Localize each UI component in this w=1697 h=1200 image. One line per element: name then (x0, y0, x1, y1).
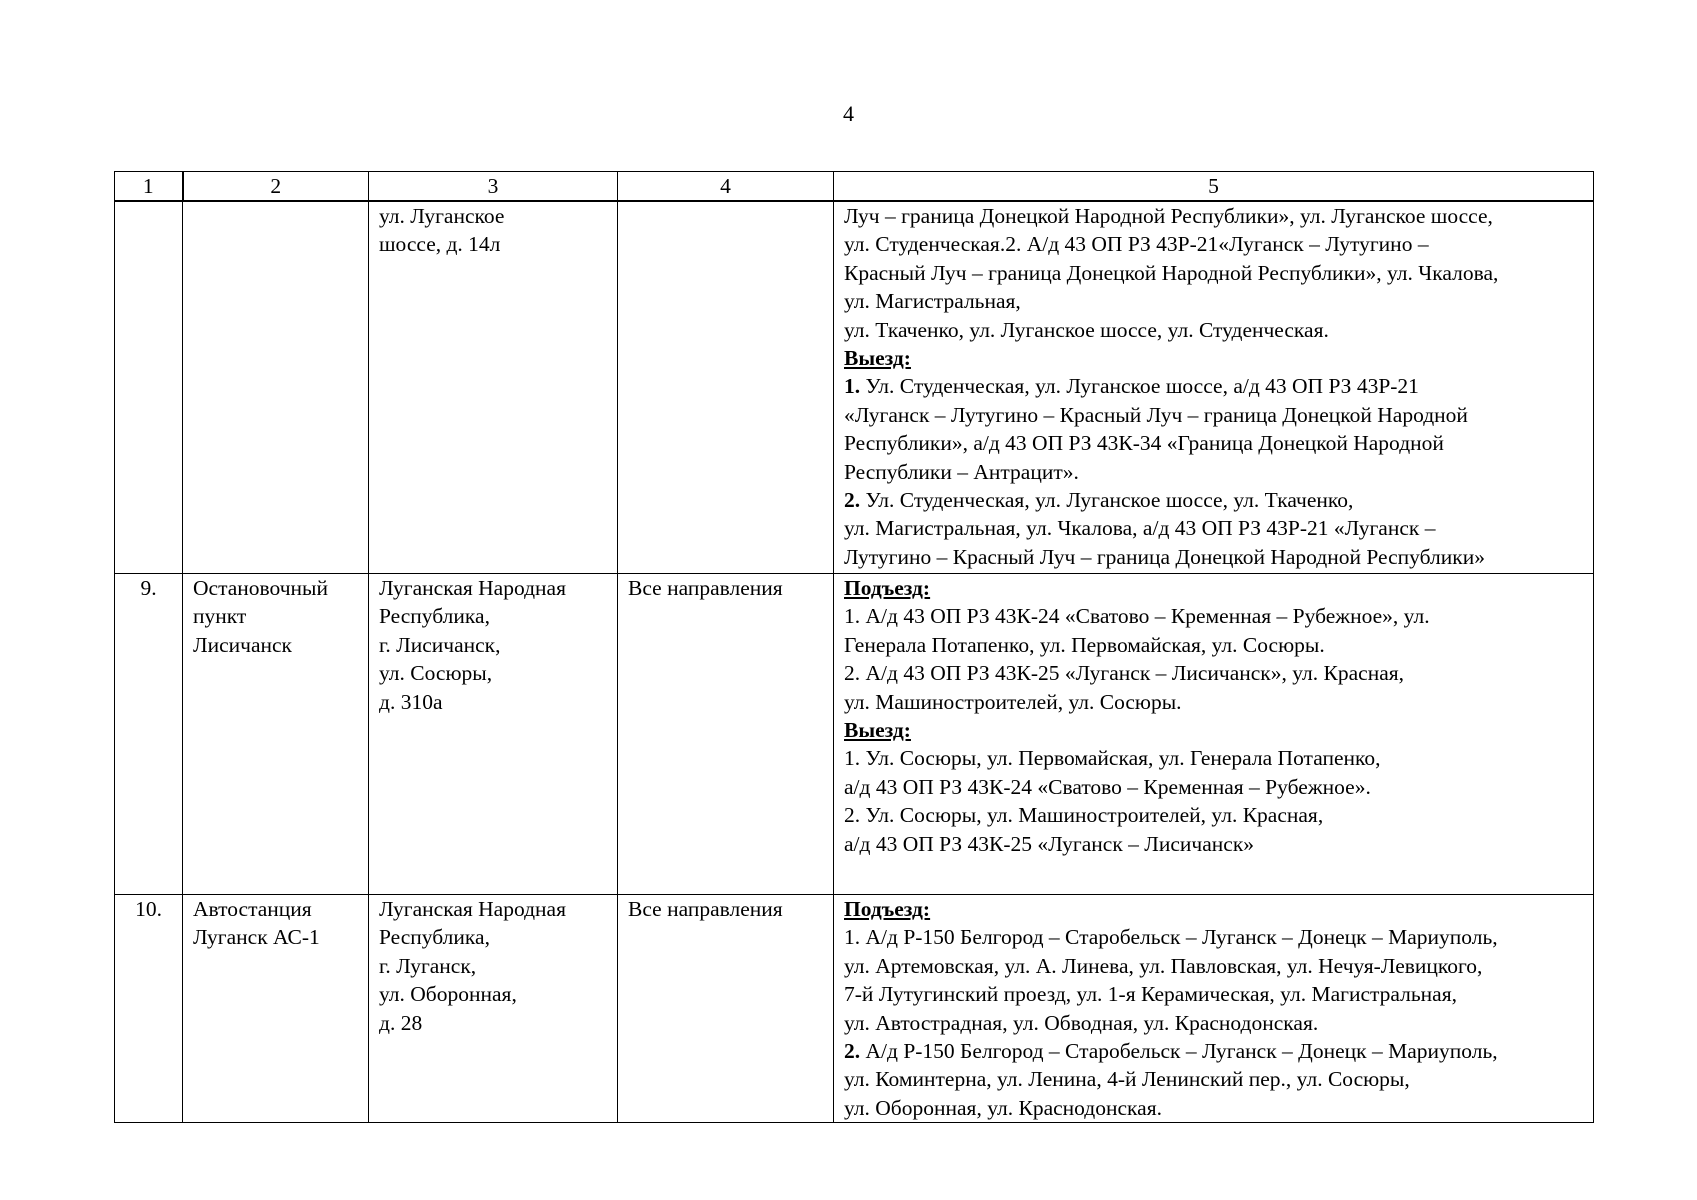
route-line: Республики – Антрацит». (844, 459, 1079, 484)
table-row (115, 201, 1594, 574)
direction-cell (618, 574, 834, 895)
route-line: 1. Ул. Студенческая, ул. Луганское шоссе, а/д 43 ОП РЗ 43Р-21 (844, 374, 1419, 399)
route-line: ул. Коминтерна, ул. Ленина, 4-й Ленинский пер., ул. Сосюры, (844, 1067, 1410, 1092)
table-row (115, 895, 1594, 1123)
column-header: 4 (618, 172, 834, 202)
route-line: ул. Студенческая.2. А/д 43 ОП РЗ 43Р-21«Луганск – Лутугино – (844, 232, 1429, 257)
route-cell (834, 895, 1594, 1123)
row-number: 10. (135, 897, 162, 921)
route-line: а/д 43 ОП РЗ 43К-24 «Сватово – Кременная – Рубежное». (844, 774, 1371, 799)
stop-name-line: Остановочный (193, 576, 328, 600)
stop-name-line: Автостанция (193, 897, 312, 921)
route-line: 2. Ул. Сосюры, ул. Машиностроителей, ул. Красная, (844, 803, 1324, 828)
stop-name-line: пункт (193, 604, 247, 629)
address-cell (369, 201, 618, 574)
route-line: Генерала Потапенко, ул. Первомайская, ул. Сосюры. (844, 632, 1325, 657)
routes-table (114, 171, 1594, 1123)
section-heading (844, 895, 1587, 923)
section-heading-text: Выезд: (844, 718, 911, 743)
route-line: 1. Ул. Сосюры, ул. Первомайская, ул. Генерала Потапенко, (844, 746, 1381, 771)
route-line: «Луганск – Лутугино – Красный Луч – граница Донецкой Народной (844, 402, 1468, 427)
stop-name-line: Лисичанск (193, 632, 292, 657)
column-header: 2 (183, 172, 369, 202)
section-heading (844, 574, 1587, 602)
address-line: Луганская Народная (379, 897, 566, 921)
address-line: Республика, (379, 925, 490, 950)
row-number-cell (115, 895, 183, 1123)
route-line: ул. Артемовская, ул. А. Линева, ул. Павловская, ул. Нечуя-Левицкого, (844, 953, 1483, 978)
direction-text: Все направления (628, 576, 783, 600)
route-line: Красный Луч – граница Донецкой Народной Республики», ул. Чкалова, (844, 260, 1499, 285)
stop-name-cell (183, 574, 369, 895)
route-line: 2. Ул. Студенческая, ул. Луганское шоссе, ул. Ткаченко, (844, 488, 1354, 513)
route-line: 1. А/д Р-150 Белгород – Старобельск – Луганск – Донецк – Мариуполь, (844, 925, 1498, 950)
address-line: ул. Сосюры, (379, 661, 493, 686)
section-heading (844, 716, 1587, 744)
route-line: 2. А/д Р-150 Белгород – Старобельск – Луганск – Донецк – Мариуполь, (844, 1039, 1498, 1064)
route-cell (834, 201, 1594, 574)
section-heading-text: Выезд: (844, 346, 911, 371)
address-line: ул. Луганское (379, 204, 505, 228)
stop-name-cell (183, 201, 369, 574)
direction-cell (618, 201, 834, 574)
route-line: ул. Ткаченко, ул. Луганское шоссе, ул. Студенческая. (844, 317, 1329, 342)
column-header: 1 (115, 172, 183, 202)
route-line: а/д 43 ОП РЗ 43К-25 «Луганск – Лисичанск» (844, 831, 1255, 856)
table-header-row (115, 172, 1594, 202)
address-line: ул. Оборонная, (379, 982, 517, 1007)
address-line: Республика, (379, 604, 490, 629)
column-header: 3 (369, 172, 618, 202)
section-heading-text: Подъезд: (844, 897, 931, 921)
route-line: Республики», а/д 43 ОП РЗ 43К-34 «Граница Донецкой Народной (844, 431, 1444, 456)
stop-name-cell (183, 895, 369, 1123)
route-line: ул. Магистральная, ул. Чкалова, а/д 43 ОП РЗ 43Р-21 «Луганск – (844, 516, 1436, 541)
column-header: 5 (834, 172, 1594, 202)
section-heading-text: Подъезд: (844, 576, 931, 600)
route-line: ул. Оборонная, ул. Краснодонская. (844, 1095, 1162, 1120)
route-line: 7-й Лутугинский проезд, ул. 1-я Керамическая, ул. Магистральная, (844, 982, 1457, 1007)
row-number-cell (115, 201, 183, 574)
row-number: 9. (140, 576, 157, 600)
section-heading (844, 344, 1587, 372)
route-line: 1. А/д 43 ОП РЗ 43К-24 «Сватово – Кременная – Рубежное», ул. (844, 604, 1430, 629)
route-line: 2. А/д 43 ОП РЗ 43К-25 «Луганск – Лисичанск», ул. Красная, (844, 661, 1405, 686)
address-line: Луганская Народная (379, 576, 566, 600)
row-number-cell (115, 574, 183, 895)
route-line: ул. Машиностроителей, ул. Сосюры. (844, 689, 1182, 714)
address-line: г. Лисичанск, (379, 632, 501, 657)
route-line: Лутугино – Красный Луч – граница Донецкой Народной Республики» (844, 544, 1485, 569)
page-number: 4 (843, 101, 854, 126)
route-line: Луч – граница Донецкой Народной Республики», ул. Луганское шоссе, (844, 204, 1493, 228)
table-row (115, 574, 1594, 895)
stop-name-line: Луганск АС-1 (193, 925, 320, 950)
direction-cell (618, 895, 834, 1123)
address-line: г. Луганск, (379, 953, 477, 978)
route-cell (834, 574, 1594, 895)
route-line: ул. Автострадная, ул. Обводная, ул. Краснодонская. (844, 1010, 1319, 1035)
route-line: ул. Магистральная, (844, 289, 1021, 314)
address-line: д. 28 (379, 1010, 423, 1035)
address-cell (369, 574, 618, 895)
direction-text: Все направления (628, 897, 783, 921)
address-cell (369, 895, 618, 1123)
address-line: д. 310а (379, 689, 443, 714)
address-line: шоссе, д. 14л (379, 232, 501, 257)
